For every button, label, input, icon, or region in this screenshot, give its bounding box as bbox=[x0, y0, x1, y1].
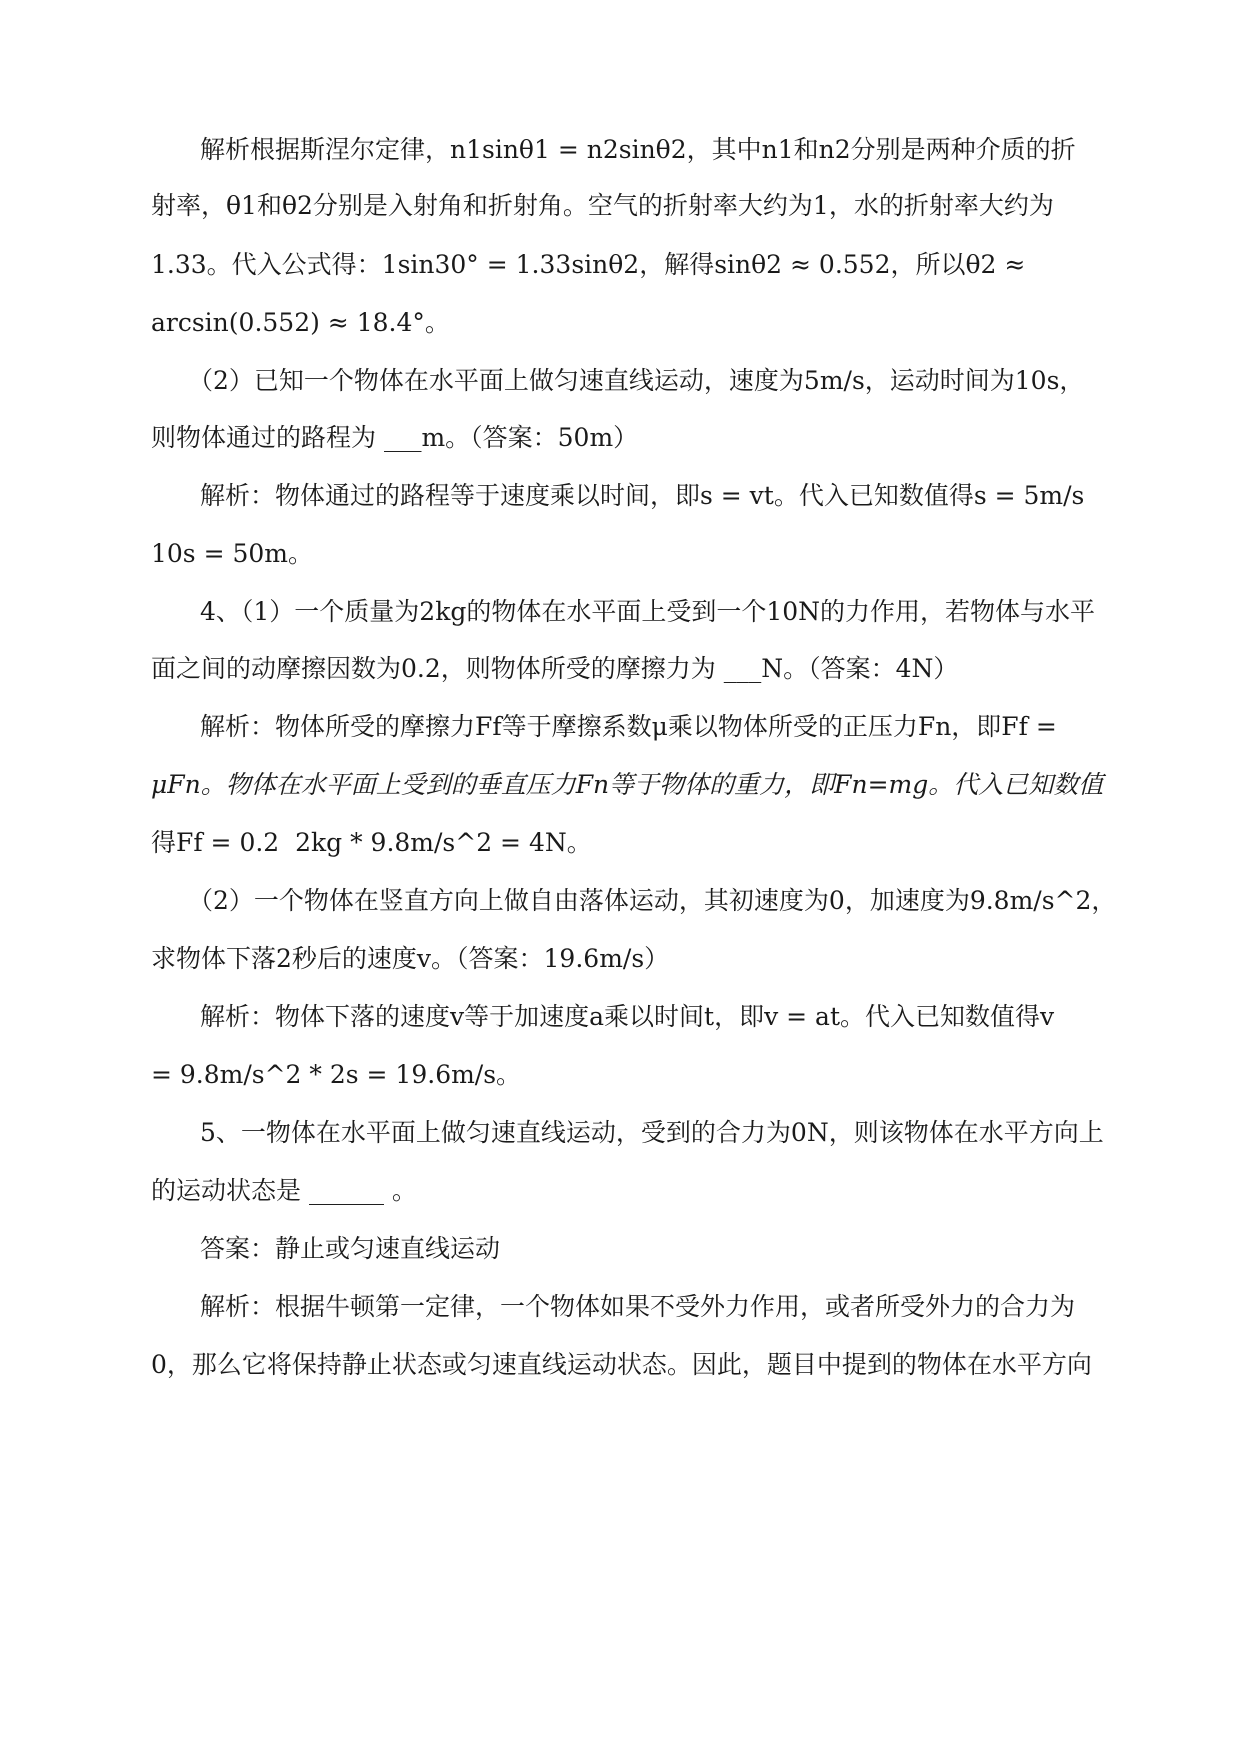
text-line: （2）一个物体在竖直方向上做自由落体运动，其初速度为0，加速度为9.8m/s^2， bbox=[188, 886, 1117, 915]
text-line: 5、一物体在水平面上做匀速直线运动，受到的合力为0N，则该物体在水平方向上 bbox=[200, 1118, 1104, 1147]
text-line: 答案：静止或匀速直线运动 bbox=[200, 1234, 501, 1263]
text-line: 面之间的动摩擦因数为0.2，则物体所受的摩擦力为 ___N。（答案：4N） bbox=[151, 654, 959, 683]
text-line: 1.33。代入公式得：1sin30° = 1.33sinθ2，解得sinθ2 ≈ 0.552，所以θ2 ≈ bbox=[151, 250, 1026, 279]
text-line: 4、（1）一个质量为2kg的物体在水平面上受到一个10N的力作用，若物体与水平 bbox=[200, 597, 1096, 626]
text-line: = 9.8m/s^2 * 2s = 19.6m/s。 bbox=[151, 1060, 522, 1089]
text-line: 解析：物体通过的路程等于速度乘以时间，即s = vt。代入已知数值得s = 5m/s bbox=[200, 481, 1085, 510]
text-line: 10s = 50m。 bbox=[151, 539, 313, 568]
text-line: 则物体通过的路程为 ___m。（答案：50m） bbox=[151, 423, 639, 452]
text-line: 求物体下落2秒后的速度v。（答案：19.6m/s） bbox=[151, 944, 670, 973]
text-line: （2）已知一个物体在水平面上做匀速直线运动，速度为5m/s，运动时间为10s， bbox=[188, 366, 1085, 395]
text-line: 解析：物体所受的摩擦力Ff等于摩擦系数μ乘以物体所受的正压力Fn，即Ff = bbox=[200, 712, 1057, 741]
text-line: 的运动状态是 ______ 。 bbox=[151, 1176, 417, 1205]
text-line: μFn。物体在水平面上受到的垂直压力Fn等于物体的重力，即Fn=mg。代入已知数值 bbox=[151, 770, 1104, 799]
text-line: 得Ff = 0.2 2kg * 9.8m/s^2 = 4N。 bbox=[151, 828, 592, 857]
text-line: arcsin(0.552) ≈ 18.4°。 bbox=[151, 308, 450, 337]
text-line: 解析：根据牛顿第一定律，一个物体如果不受外力作用，或者所受外力的合力为 bbox=[200, 1292, 1076, 1321]
text-line: 解析根据斯涅尔定律，n1sinθ1 = n2sinθ2，其中n1和n2分别是两种介质的折 bbox=[200, 135, 1076, 164]
text-line: 0，那么它将保持静止状态或匀速直线运动状态。因此，题目中提到的物体在水平方向 bbox=[151, 1350, 1092, 1379]
text-line: 解析：物体下落的速度v等于加速度a乘以时间t，即v = at。代入已知数值得v bbox=[200, 1002, 1055, 1031]
text-line: 射率，θ1和θ2分别是入射角和折射角。空气的折射率大约为1，水的折射率大约为 bbox=[151, 191, 1054, 220]
